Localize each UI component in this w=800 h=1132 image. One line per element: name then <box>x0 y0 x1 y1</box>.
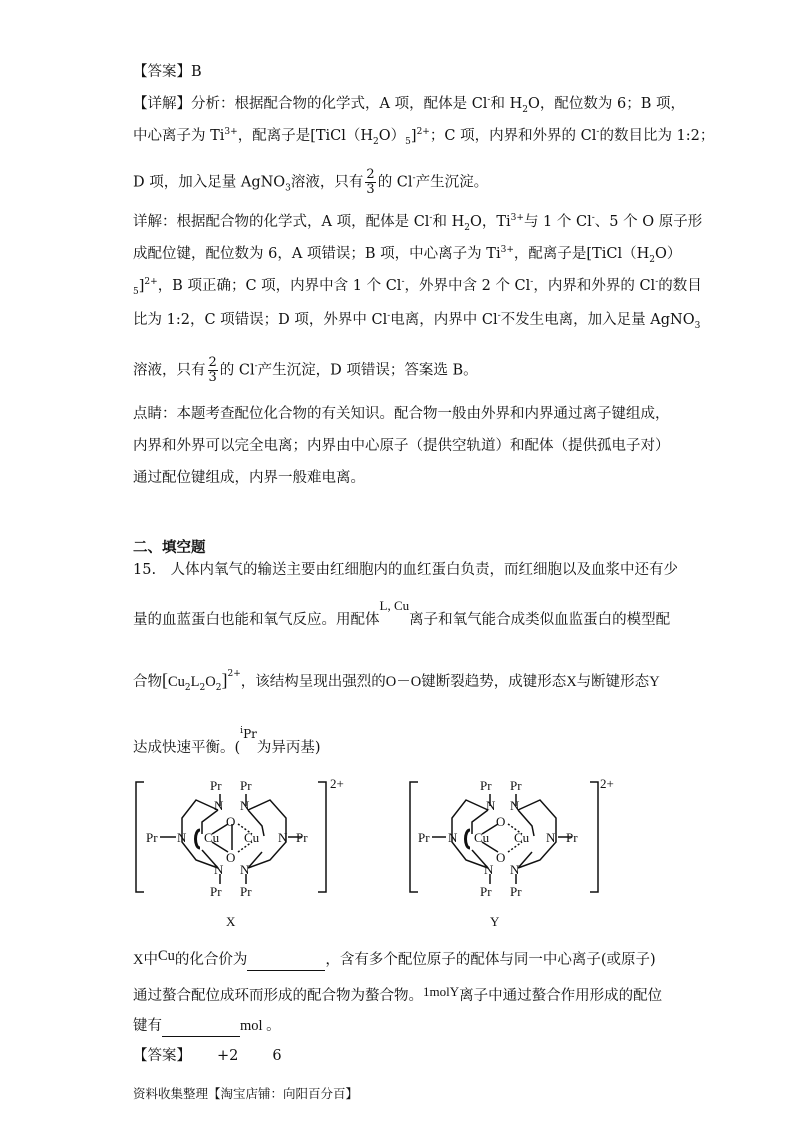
detail2-line4: 比为 1:2，C 项错误；D 项，外界中 Cl-电离，内界中 Cl-不发生电离，加入足量 AgNO$_3$ <box>133 311 701 331</box>
comment-line2: 内界和外界可以完全电离；内界由中心原子（提供空轨道）和配体（提供孤电子对） <box>133 438 670 454</box>
q15-line2: 量的血蓝蛋白也能和氧气反应。用配体L, Cu离子和氧气能合成类似血监蛋白的模型配 <box>133 598 671 628</box>
svg-text:N: N <box>546 830 556 845</box>
footer-text: 资料收集整理【淘宝店铺：向阳百分百】 <box>133 1086 359 1101</box>
answer-line-1 <box>133 62 202 82</box>
detail1-line1: 【详解】分析：根据配合物的化学式，A 项，配体是 Cl-和 $H_2O$，配位数为 6；B 项， <box>133 95 685 115</box>
svg-text:N: N <box>484 862 494 877</box>
svg-text:Pr: Pr <box>510 884 522 899</box>
svg-text:N: N <box>240 798 250 813</box>
svg-text:Pr: Pr <box>480 778 492 793</box>
svg-text:2+: 2+ <box>600 776 614 791</box>
q15-line1: 15. 人体内氧气的输送主要由红细胞内的血红蛋白负责，而红细胞以及血浆中还有少 <box>133 562 679 578</box>
svg-text:X: X <box>226 914 236 929</box>
detail2-line3: $_5$]$^{2+}$，B 项正确；C 项，内界中含 1 个 Cl-，外界中含 2 个 Cl-，内界和外界的 Cl-的数目 <box>133 277 702 297</box>
svg-text:Cu: Cu <box>514 830 530 845</box>
answer-value: B <box>191 64 202 80</box>
q15b-line1: X中Cu的化合价为 ，含有多个配位原子的配体与同一中心离子(或原子) <box>133 950 656 971</box>
svg-text:Y: Y <box>490 914 500 929</box>
svg-text:N: N <box>177 830 187 845</box>
svg-text:Cu: Cu <box>244 830 260 845</box>
q15-line4: 达成快速平衡。($^{^iPr}$为异丙基) <box>133 726 321 756</box>
structure-y-labels <box>418 776 614 929</box>
svg-text:O: O <box>496 814 506 829</box>
q15b-line3: 键有 mol 。 <box>133 1016 281 1037</box>
structure-x-labels <box>146 776 344 929</box>
svg-text:Pr: Pr <box>418 830 430 845</box>
svg-text:N: N <box>448 830 458 845</box>
comment-line1: 点睛：本题考查配位化合物的有关知识。配合物一般由外界和内界通过离子键组成， <box>133 406 670 422</box>
svg-text:Cu: Cu <box>474 830 490 845</box>
svg-text:Pr: Pr <box>210 884 222 899</box>
detail2-line5: 溶液，只有 $\frac{2}{3}$ 的 Cl-产生沉淀，D 项错误；答案选 B。 <box>133 355 478 385</box>
fraction: $\frac{2}{3}$ <box>366 167 375 197</box>
svg-text:2+: 2+ <box>330 776 344 791</box>
answer-blank-2[interactable] <box>162 1016 240 1037</box>
detail1-line3: D 项，加入足量 AgNO$_3$溶液，只有 $\frac{2}{3}$ 的 Cl-产生沉淀。 <box>133 167 489 197</box>
svg-text:Pr: Pr <box>480 884 492 899</box>
detail2-line2: 成配位键，配位数为 6，A 项错误；B 项，中心离子为 $Ti^{3+}$，配离子是[$TiCl(H_2O)$ <box>133 245 682 265</box>
svg-text:O: O <box>496 850 506 865</box>
comment-line3: 通过配位键组成，内界一般难电离。 <box>133 470 365 486</box>
section-title: 二、填空题 <box>133 539 206 556</box>
detail1-line2: 中心离子为 $Ti^{3+}$，配离子是$[TiCl(H_2O)_5]^{2+}$；C 项，内界和外界的 Cl-的数目比为 1:2； <box>133 127 715 147</box>
svg-text:Pr: Pr <box>146 830 158 845</box>
answer-label: 【答案】 <box>133 64 191 80</box>
svg-text:Cu: Cu <box>204 830 220 845</box>
svg-text:Pr: Pr <box>240 884 252 899</box>
svg-text:O: O <box>226 850 236 865</box>
svg-text:N: N <box>214 798 224 813</box>
svg-text:Pr: Pr <box>210 778 222 793</box>
answer-line-2: 【答案】 +2 6 <box>133 1048 282 1064</box>
q15-line3: 合物$[Cu_2L_2O_2]^{2+}$，该结构呈现出强烈的O－O键断裂趋势，成键形态X与断键形态Y <box>133 669 660 693</box>
svg-text:N: N <box>510 862 520 877</box>
svg-text:O: O <box>226 814 236 829</box>
detail2-line1: 详解：根据配合物的化学式，A 项，配体是 Cl-和 $H_2O$，$Ti^{3+}$与 1 个 Cl-、5 个 O 原子形 <box>133 213 703 233</box>
structures-figure <box>0 770 800 930</box>
svg-text:Pr: Pr <box>240 778 252 793</box>
svg-text:Pr: Pr <box>510 778 522 793</box>
svg-text:Pr: Pr <box>296 830 308 845</box>
svg-text:N: N <box>214 862 224 877</box>
svg-text:N: N <box>240 862 250 877</box>
svg-text:Pr: Pr <box>566 830 578 845</box>
svg-text:N: N <box>278 830 288 845</box>
svg-text:N: N <box>486 798 496 813</box>
svg-text:N: N <box>510 798 520 813</box>
answer-blank-1[interactable] <box>247 950 325 971</box>
fraction: $\frac{2}{3}$ <box>208 355 217 385</box>
q15b-line2: 通过螯合配位成环而形成的配合物为螯合物。1molY离子中通过螯合作用形成的配位 <box>133 984 663 1004</box>
